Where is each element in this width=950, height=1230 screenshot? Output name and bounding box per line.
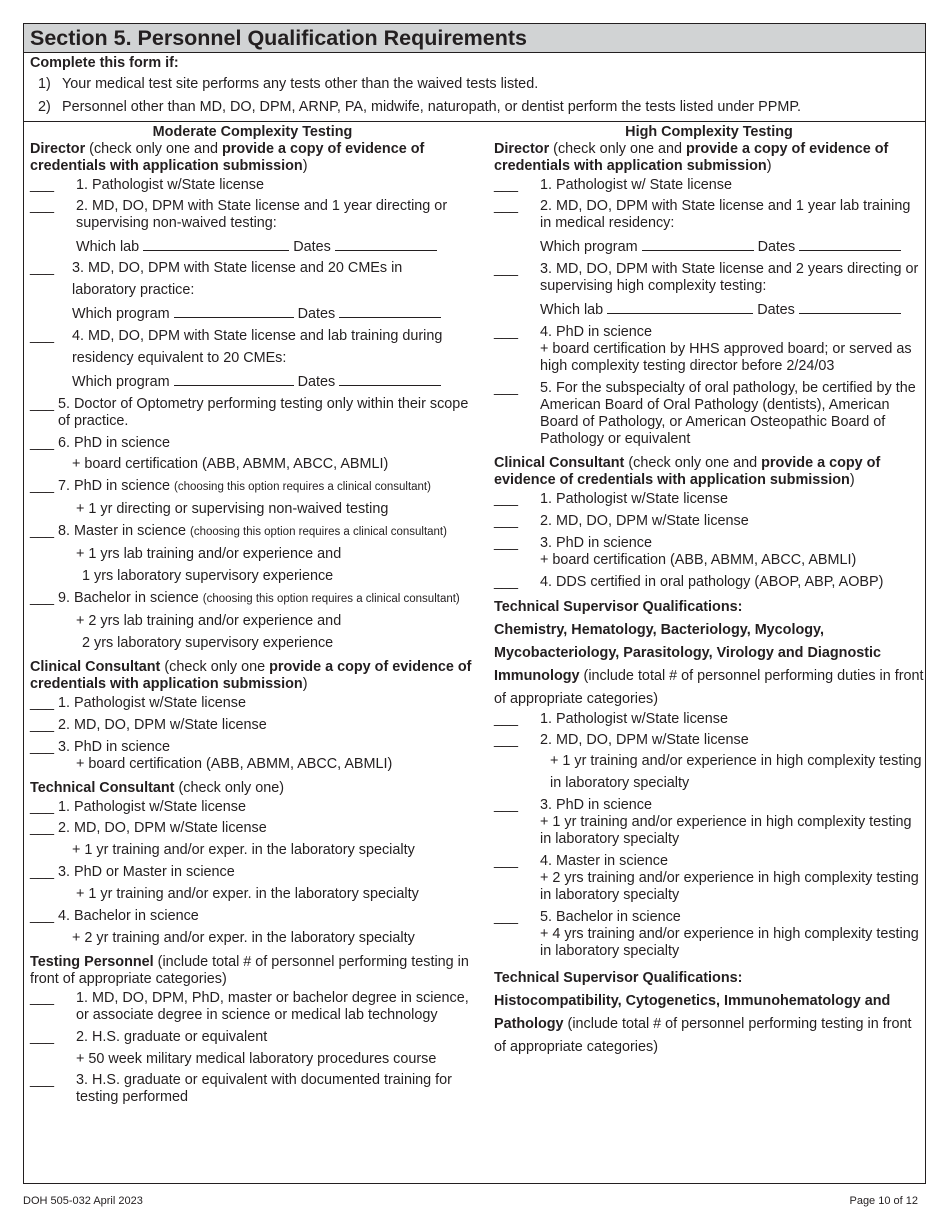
item-continuation: + 2 yrs training and/or experience in high complexity testing in laboratory specialty [540,870,919,903]
item-continuation: + 2 yrs lab training and/or experience and [76,613,342,629]
dates-field[interactable] [339,304,441,318]
form-frame [23,23,926,1184]
checklist-item[interactable]: ___ 4. DDS certified in oral pathology (ABOP, ABP, AOBP) [494,574,884,590]
checklist-item[interactable]: ___ 1. Pathologist w/State license [30,695,246,711]
dates-field[interactable] [799,237,901,251]
moderate-complexity-column [30,122,475,1106]
checklist-item[interactable]: ___ 1. Pathologist w/State license [494,491,728,507]
moderate-title: Moderate Complexity Testing [152,124,353,140]
form-number: DOH 505-032 April 2023 [23,1195,143,1207]
checklist-item[interactable]: ___ 2. H.S. graduate or equivalent [30,1029,268,1045]
fill-line: Which program Dates [494,237,924,256]
checklist-item[interactable]: ___ 2. MD, DO, DPM w/State license [494,513,749,529]
checklist-item[interactable]: ___ 1. Pathologist w/State license [30,177,264,193]
checklist-item[interactable]: ___ 4. Bachelor in science [30,908,199,924]
checklist-item[interactable]: ___ 3. PhD or Master in science [30,864,235,880]
item-continuation: + board certification (ABB, ABMM, ABCC, ABMLI) [72,456,389,472]
checklist-item[interactable]: ___ 3. PhD in science [494,797,652,813]
checklist-item[interactable]: ___ 2. MD, DO, DPM w/State license [30,717,267,733]
fill-line: Which lab Dates [30,237,475,256]
high-director-heading: Director (check only one and provide a copy of evidence of credentials with application submission) [494,141,889,174]
checklist-item[interactable]: ___ 2. MD, DO, DPM w/State license [494,732,749,748]
checklist-item[interactable]: ___ 1. Pathologist w/State license [30,799,246,815]
item-continuation: + 1 yr directing or supervising non-waived testing [76,501,389,517]
checklist-item[interactable]: ___ 6. PhD in science [30,435,170,451]
fill-line: Which program Dates [30,304,475,323]
moderate-clinical-heading: Clinical Consultant (check only one provide a copy of evidence of credentials with application submission) [30,659,472,692]
checklist-item[interactable]: ___ 4. MD, DO, DPM with State license and lab training during [30,328,443,344]
checklist-item[interactable]: ___ 2. MD, DO, DPM with State license and 1 year lab training in medical residency: [494,198,911,231]
item-continuation: residency equivalent to 20 CMEs: [72,350,287,366]
checklist-item[interactable]: ___ 3. MD, DO, DPM with State license and 2 years directing or supervising high complexity testing: [494,261,919,294]
checklist-item[interactable]: ___ 1. Pathologist w/ State license [494,177,732,193]
checklist-item[interactable]: ___ 1. MD, DO, DPM, PhD, master or bachelor degree in science, or associate degree in science or medical lab technology [30,990,469,1023]
checklist-item[interactable]: ___ 7. PhD in science (choosing this option requires a clinical consultant) [30,478,431,494]
intro-title: Complete this form if: [30,55,179,71]
item-continuation: + board certification by HHS approved board; or served as high complexity testing director before 2/24/03 [540,341,912,374]
high-title: High Complexity Testing [625,124,793,140]
item-continuation: + 50 week military medical laboratory procedures course [76,1051,437,1067]
tsq1-description: Chemistry, Hematology, Bacteriology, Mycology, Mycobacteriology, Parasitology, Virology and Diagnostic Immunology (include total # of personnel performing duties in front of appropriate categories) [494,622,924,707]
dates-field[interactable] [335,237,437,251]
lab-field[interactable] [607,300,753,314]
item-continuation: + 4 yrs training and/or experience in high complexity testing in laboratory specialty [540,926,919,959]
checklist-item[interactable]: ___ 5. Bachelor in science [494,909,681,925]
intro-block [24,53,925,122]
item-continuation: + 2 yr training and/or exper. in the laboratory specialty [72,930,415,946]
moderate-technical-heading: Technical Consultant (check only one) [30,780,285,796]
checklist-item[interactable]: ___ 3. PhD in science [30,739,170,755]
checklist-item[interactable]: ___ 5. Doctor of Optometry performing testing only within their scope of practice. [30,396,469,429]
checklist-item[interactable]: ___ 9. Bachelor in science (choosing this option requires a clinical consultant) [30,590,460,606]
checklist-item[interactable]: ___ 3. MD, DO, DPM with State license and 20 CMEs in [30,260,403,276]
high-clinical-heading: Clinical Consultant (check only one and provide a copy of evidence of credentials with application submission) [494,455,881,488]
program-field[interactable] [174,372,294,386]
checklist-item[interactable]: ___ 3. H.S. graduate or equivalent with documented training for testing performed [30,1072,452,1105]
checklist-item[interactable]: ___ 4. PhD in science [494,324,652,340]
item-continuation: + board certification (ABB, ABMM, ABCC, ABMLI) [540,552,857,568]
tsq1-title: Technical Supervisor Qualifications: [494,599,743,615]
checklist-item[interactable]: ___ 3. PhD in science [494,535,652,551]
checklist-item[interactable]: ___ 2. MD, DO, DPM w/State license [30,820,267,836]
checklist-item[interactable]: ___ 8. Master in science (choosing this option requires a clinical consultant) [30,523,447,539]
item-continuation: + board certification (ABB, ABMM, ABCC, ABMLI) [76,756,393,772]
item-continuation: 1 yrs laboratory supervisory experience [82,568,334,584]
item-continuation: 2 yrs laboratory supervisory experience [82,635,334,651]
item-continuation: laboratory practice: [72,282,195,298]
checklist-item[interactable]: ___ 2. MD, DO, DPM with State license and 1 year directing or supervising non-waived testing: [30,198,448,231]
program-field[interactable] [174,304,294,318]
intro-item: 1) Your medical test site performs any tests other than the waived tests listed. [38,76,539,92]
item-continuation: + 1 yr training and/or experience in high complexity testing in laboratory specialty [540,814,912,847]
intro-item: 2) Personnel other than MD, DO, DPM, ARNP, PA, midwife, naturopath, or dentist perform the tests listed under PPMP. [38,99,802,115]
item-continuation: + 1 yr training and/or exper. in the laboratory specialty [76,886,419,902]
section-title: Section 5. Personnel Qualification Requirements [24,24,925,53]
program-field[interactable] [642,237,754,251]
item-continuation: + 1 yr training and/or experience in high complexity testing in laboratory specialty [550,753,922,791]
item-continuation: + 1 yrs lab training and/or experience and [76,546,342,562]
fill-line: Which program Dates [30,372,475,391]
dates-field[interactable] [799,300,901,314]
high-complexity-column [494,122,924,1059]
checklist-item[interactable]: ___ 4. Master in science [494,853,668,869]
lab-field[interactable] [143,237,289,251]
item-continuation: + 1 yr training and/or exper. in the laboratory specialty [72,842,415,858]
tsq2-title: Technical Supervisor Qualifications: [494,970,743,986]
checklist-item[interactable]: ___ 5. For the subspecialty of oral pathology, be certified by the American Board of Oral Pathology (dentists), American Board of Pathology, or American Osteopathic Board of Pathology or equivalent [494,380,916,447]
moderate-director-heading: Director (check only one and provide a copy of evidence of credentials with application submission) [30,141,425,174]
page-number: Page 10 of 12 [849,1195,918,1207]
checklist-item[interactable]: ___ 1. Pathologist w/State license [494,711,728,727]
fill-line: Which lab Dates [494,300,924,319]
dates-field[interactable] [339,372,441,386]
tsq2-description: Histocompatibility, Cytogenetics, Immunohematology and Pathology (include total # of personnel performing testing in front of appropriate categories) [494,993,912,1055]
testing-personnel-heading: Testing Personnel (include total # of personnel performing testing in front of appropriate categories) [30,954,469,987]
